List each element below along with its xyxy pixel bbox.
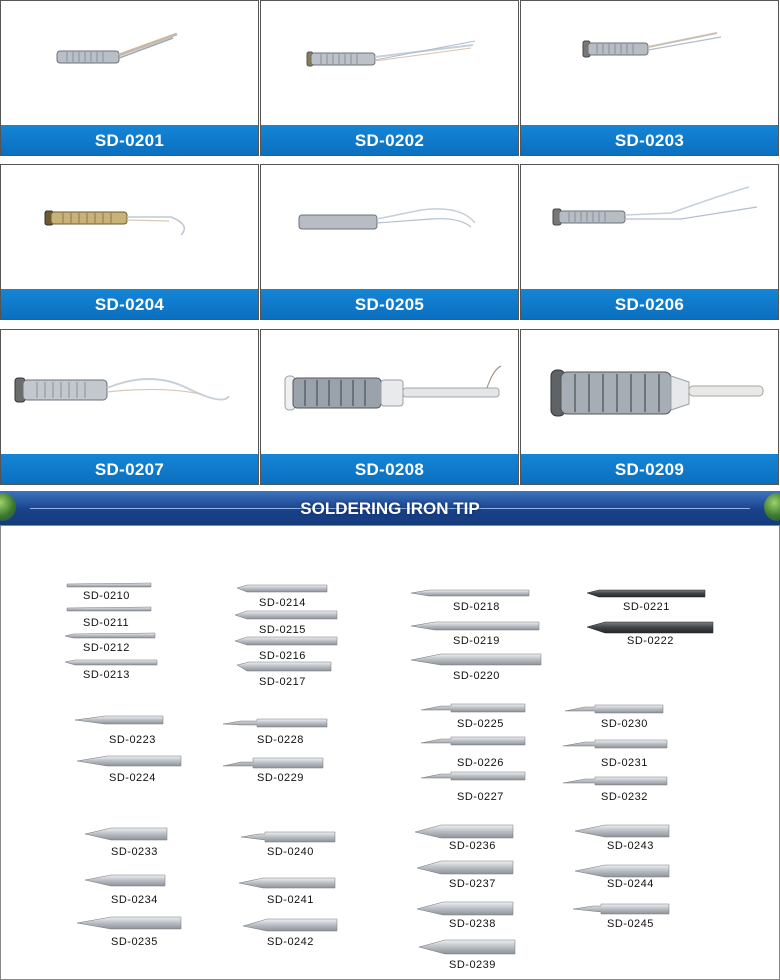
tip-code: SD-0242 — [267, 936, 314, 948]
section-title: SOLDERING IRON TIP — [300, 499, 480, 518]
tip-0233 — [85, 828, 167, 840]
tip-0214 — [237, 585, 327, 592]
tip-0244 — [575, 865, 669, 877]
tip-code: SD-0217 — [259, 676, 306, 688]
tip-0210 — [67, 583, 151, 587]
tip-0227 — [421, 772, 525, 780]
tip-0212 — [65, 633, 155, 638]
tip-0221 — [587, 590, 705, 597]
tip-code: SD-0245 — [607, 918, 654, 930]
tip-0230 — [565, 705, 663, 713]
tip-code: SD-0218 — [453, 601, 500, 613]
tip-code: SD-0225 — [457, 718, 504, 730]
tip-code: SD-0221 — [623, 601, 670, 613]
tip-0235 — [77, 917, 181, 929]
tip-0245 — [573, 904, 669, 914]
product-card[interactable] — [260, 329, 519, 485]
tip-0215 — [235, 611, 337, 619]
tip-code: SD-0238 — [449, 918, 496, 930]
tip-code: SD-0215 — [259, 624, 306, 636]
tip-0240 — [241, 832, 335, 842]
tip-0223 — [75, 716, 163, 724]
product-code: SD-0201 — [1, 125, 258, 155]
heater-element-image — [521, 330, 780, 455]
product-card[interactable] — [520, 164, 779, 320]
tip-0218 — [411, 590, 529, 596]
tip-0228 — [223, 719, 327, 727]
heater-element-image — [261, 330, 520, 455]
product-card[interactable] — [0, 329, 259, 485]
tip-code: SD-0223 — [109, 734, 156, 746]
product-card[interactable] — [520, 0, 779, 156]
tip-0211 — [67, 607, 151, 611]
tip-code: SD-0210 — [83, 590, 130, 602]
heater-element-image — [1, 330, 260, 455]
tip-code: SD-0232 — [601, 791, 648, 803]
tip-code: SD-0227 — [457, 791, 504, 803]
section-banner — [0, 491, 780, 525]
product-code: SD-0204 — [1, 289, 258, 319]
tip-code: SD-0239 — [449, 959, 496, 971]
tip-code: SD-0237 — [449, 878, 496, 890]
tip-code: SD-0213 — [83, 669, 130, 681]
tip-0229 — [223, 758, 323, 768]
tip-code: SD-0233 — [111, 846, 158, 858]
tip-code: SD-0220 — [453, 670, 500, 682]
tip-code: SD-0222 — [627, 635, 674, 647]
heater-element-image — [261, 165, 520, 290]
tip-0222 — [587, 622, 713, 633]
tip-code: SD-0236 — [449, 840, 496, 852]
tip-0213 — [65, 660, 157, 665]
tip-code: SD-0243 — [607, 840, 654, 852]
tip-0226 — [421, 737, 525, 745]
tip-0243 — [575, 825, 669, 837]
tip-code: SD-0214 — [259, 597, 306, 609]
tip-code: SD-0212 — [83, 642, 130, 654]
tip-code: SD-0244 — [607, 878, 654, 890]
product-code: SD-0209 — [521, 454, 778, 484]
tip-code: SD-0240 — [267, 846, 314, 858]
product-card[interactable] — [260, 164, 519, 320]
tip-code: SD-0234 — [111, 894, 158, 906]
product-card[interactable] — [260, 0, 519, 156]
product-code: SD-0205 — [261, 289, 518, 319]
tip-0237 — [417, 861, 513, 874]
tip-code: SD-0241 — [267, 894, 314, 906]
tip-0216 — [235, 637, 337, 645]
tip-0231 — [563, 740, 667, 748]
product-code: SD-0207 — [1, 454, 258, 484]
tip-0220 — [411, 654, 541, 665]
tip-code: SD-0230 — [601, 718, 648, 730]
tip-code: SD-0228 — [257, 734, 304, 746]
tip-code: SD-0219 — [453, 635, 500, 647]
tip-code: SD-0211 — [83, 617, 130, 629]
tip-0241 — [239, 878, 335, 888]
tip-code: SD-0231 — [601, 757, 648, 769]
tip-code: SD-0226 — [457, 757, 504, 769]
product-code: SD-0203 — [521, 125, 778, 155]
heater-element-image — [1, 165, 260, 290]
product-code: SD-0206 — [521, 289, 778, 319]
tip-code: SD-0235 — [111, 936, 158, 948]
product-card[interactable] — [520, 329, 779, 485]
product-card[interactable] — [0, 0, 259, 156]
heater-element-image — [521, 1, 780, 126]
tip-code: SD-0216 — [259, 650, 306, 662]
tip-code: SD-0224 — [109, 772, 156, 784]
tip-0239 — [419, 940, 515, 954]
heater-element-image — [1, 1, 260, 126]
tip-0238 — [417, 902, 513, 915]
tip-0219 — [411, 622, 539, 630]
tip-code: SD-0229 — [257, 772, 304, 784]
product-code: SD-0202 — [261, 125, 518, 155]
tip-0224 — [77, 756, 181, 766]
heater-element-image — [261, 1, 520, 126]
product-card[interactable] — [0, 164, 259, 320]
tip-0232 — [563, 777, 667, 785]
heater-element-image — [521, 165, 780, 290]
tip-0234 — [85, 875, 165, 886]
tip-0242 — [243, 919, 337, 931]
tip-0217 — [237, 662, 331, 671]
tip-catalog — [0, 525, 780, 980]
tip-0225 — [421, 704, 525, 712]
product-code: SD-0208 — [261, 454, 518, 484]
tip-0236 — [415, 825, 513, 838]
